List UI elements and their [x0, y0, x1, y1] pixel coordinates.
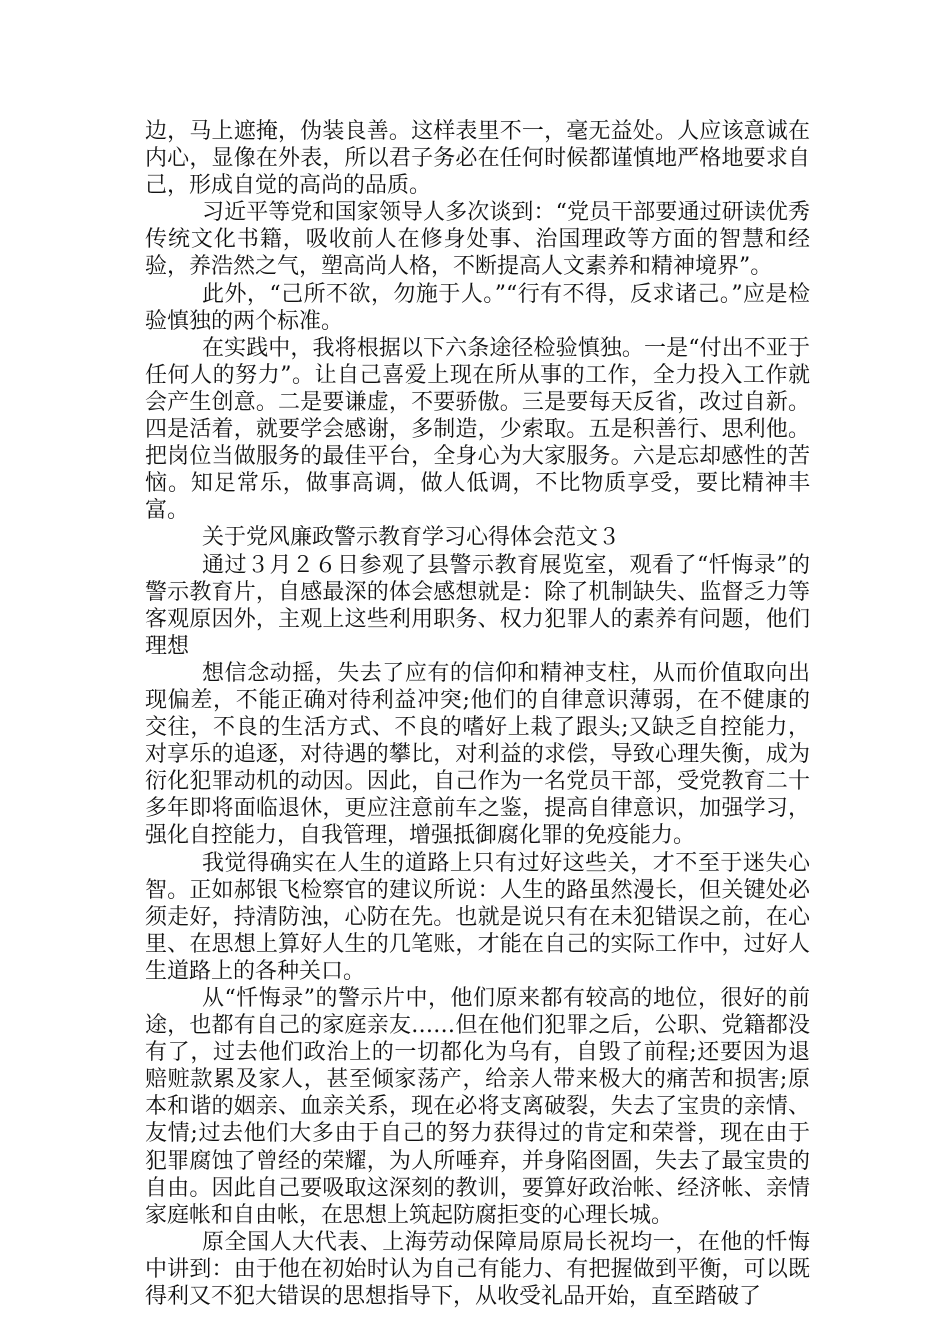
document-body	[145, 118, 810, 1310]
paragraph-belief-shaken: 想信念动摇，失去了应有的信仰和精神支柱，从而价值取向出现偏差，不能正确对待利益冲突;他们的自律意识薄弱，在不健康的交往，不良的生活方式、不良的嗜好上栽了跟头;又缺乏自控能力，对享乐的追逐，对待遇的攀比，对利益的求偿，导致心理失衡，成为衍化犯罪动机的动因。因此，自己作为一名党员干部，受党教育二十多年即将面临退休，更应注意前车之鉴，提高自律意识，加强学习，强化自控能力，自我管理，增强抵御腐化罪的免疫能力。	[145, 660, 810, 849]
section-heading: 关于党风廉政警示教育学习心得体会范文３	[202, 525, 621, 551]
paragraph-leader-quote: 习近平等党和国家领导人多次谈到：“党员干部要通过研读优秀传统文化书籍，吸收前人在修身处事、治国理政等方面的智慧和经验，养浩然之气，塑高尚人格，不断提高人文素养和精神境界”。	[145, 200, 810, 280]
paragraph-continued-opening: 边，马上遮掩，伪装良善。这样表里不一，毫无益处。人应该意诚在内心，显像在外表，所以君子务必在任何时候都谨慎地严格地要求自己，形成自觉的高尚的品质。	[145, 119, 810, 199]
paragraph-zhu-junyi: 原全国人大代表、上海劳动保障局原局长祝均一，在他的忏悔中讲到：由于他在初始时认为自己有能力、有把握做到平衡，可以既得利又不犯大错误的思想指导下，从收受礼品开始，直至踏破了	[145, 1229, 810, 1310]
paragraph-exhibition-visit: 通过３月２６日参观了县警示教育展览室，观看了“忏悔录”的警示教育片，自感最深的体会感想就是：除了机制缺失、监督乏力等客观原因外，主观上这些利用职务、权力犯罪人的素养有问题，他们理想	[145, 552, 810, 659]
paragraph-life-road: 我觉得确实在人生的道路上只有过好这些关，才不至于迷失心智。正如郝银飞检察官的建议所说：人生的路虽然漫长，但关键处必须走好，持清防浊，心防在先。也就是说只有在未犯错误之前，在心里、在思想上算好人生的几笔账，才能在自己的实际工作中，过好人生道路上的各种关口。	[145, 850, 810, 984]
paragraph-two-standards: 此外，“己所不欲，勿施于人。”“行有不得，反求诸己。”应是检验慎独的两个标准。	[145, 281, 810, 334]
paragraph-six-ways: 在实践中，我将根据以下六条途径检验慎独。一是“付出不亚于任何人的努力”。让自己喜爱上现在所从事的工作，全力投入工作就会产生创意。二是要谦虚，不要骄傲。三是要每天反省，改过自新。四是活着，就要学会感谢，多制造，少索取。五是积善行、思利他。把岗位当做服务的最佳平台，全身心为大家服务。六是忘却感性的苦恼。知足常乐，做事高调，做人低调，不比物质享受，要比精神丰富。	[145, 335, 810, 524]
paragraph-repentance-lessons: 从“忏悔录”的警示片中，他们原来都有较高的地位，很好的前途，也都有自己的家庭亲友……但在他们犯罪之后，公职、党籍都没有了，过去他们政治上的一切都化为乌有，自毁了前程;还要因为退赔赃款累及家人，甚至倾家荡产，给亲人带来极大的痛苦和损害;原本和谐的姻亲、血亲关系，现在必将支离破裂，失去了宝贵的亲情、友情;过去他们大多由于自己的努力获得过的肯定和荣誉，现在由于犯罪腐蚀了曾经的荣耀，为人所唾弃，并身陷囹圄，失去了最宝贵的自由。因此自己要吸取这深刻的教训，要算好政治帐、经济帐、亲情家庭帐和自由帐，在思想上筑起防腐拒变的心理长城。	[145, 986, 810, 1228]
